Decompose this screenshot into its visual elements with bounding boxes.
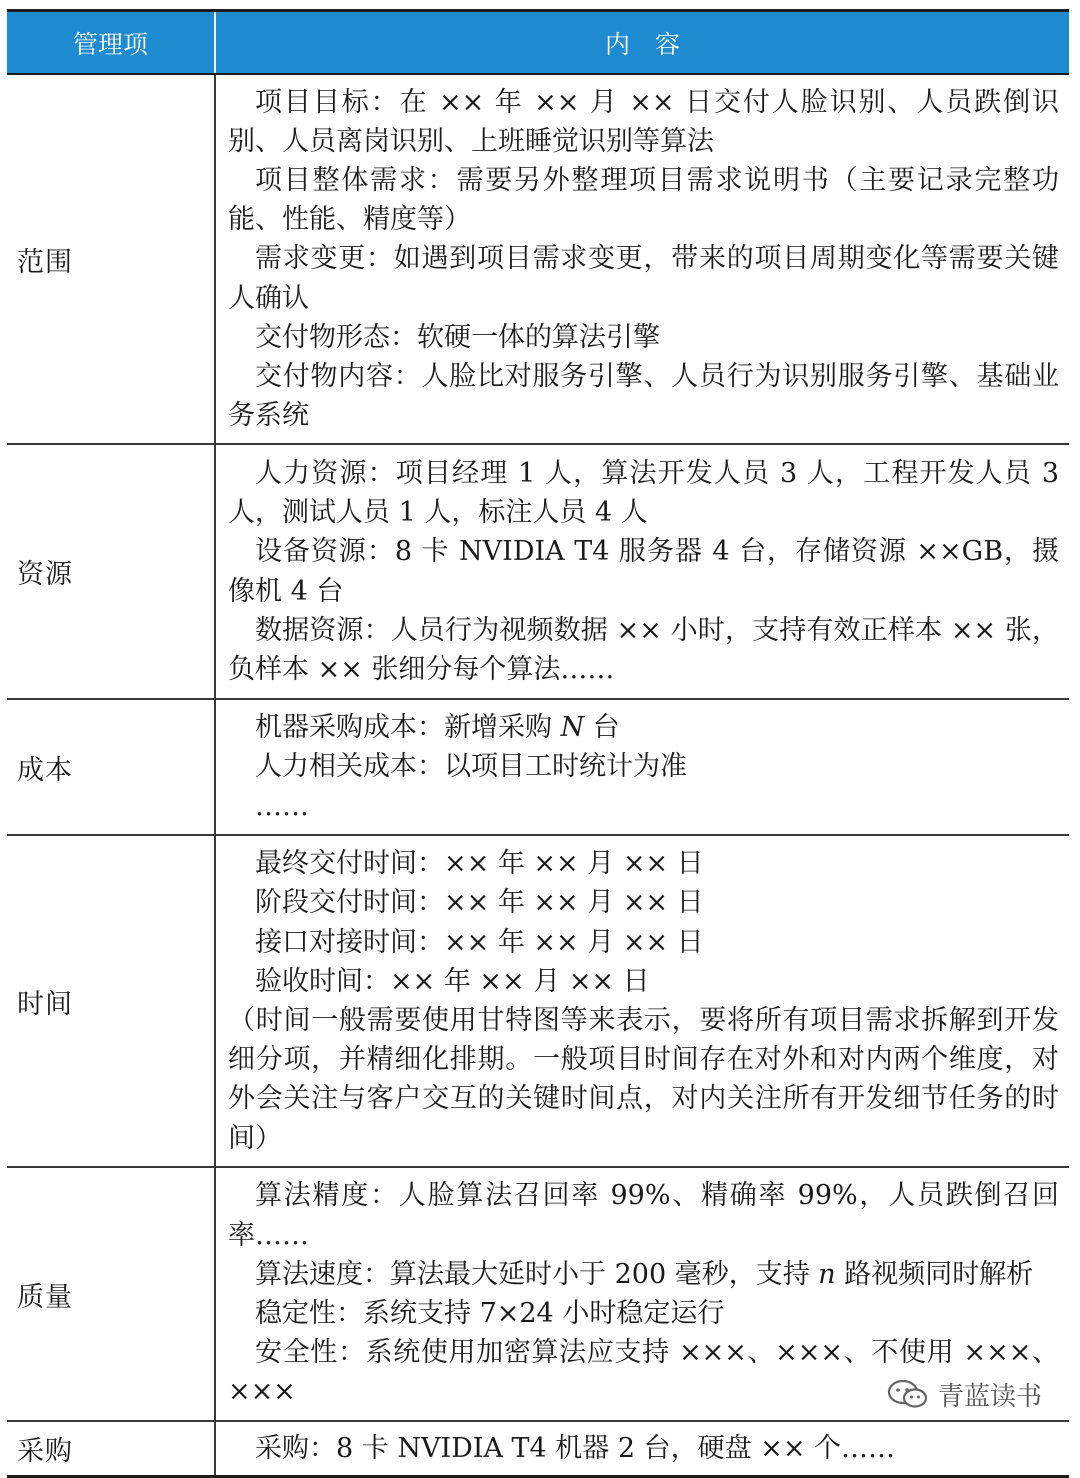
- table-row-cost: [7, 699, 1069, 835]
- content-paragraph: 交付物内容：人脸比对服务引擎、人员行为识别服务引擎、基础业务系统: [228, 361, 1059, 432]
- content-cell: [215, 835, 1069, 1167]
- table-row-scope: [7, 74, 1069, 444]
- category-cell: 时间: [7, 835, 215, 1167]
- management-table: [7, 9, 1069, 1478]
- content-paragraph: [228, 708, 1059, 747]
- table-row-purchase: [7, 1421, 1069, 1477]
- content-cell: [215, 444, 1069, 699]
- content-paragraph: 最终交付时间：×× 年 ×× 月 ×× 日: [255, 848, 704, 880]
- variable-text: n: [818, 1258, 836, 1290]
- content-paragraph: [228, 1255, 1059, 1294]
- table-row-resources: [7, 444, 1069, 699]
- content-paragraph: 设备资源：8 卡 NVIDIA T4 服务器 4 台，存储资源 ××GB，摄像机 4 台: [228, 536, 1059, 607]
- content-paragraph: 稳定性：系统支持 7×24 小时稳定运行: [255, 1298, 725, 1329]
- content-cell: [215, 1421, 1069, 1477]
- content-paragraph: 数据资源：人员行为视频数据 ×× 小时，支持有效正样本 ×× 张，负样本 ×× 张细分每个算法……: [228, 614, 1059, 685]
- text-segment: 算法速度：算法最大延时小于 200 毫秒，支持: [255, 1258, 819, 1290]
- content-paragraph: 阶段交付时间：×× 年 ×× 月 ×× 日: [255, 887, 704, 919]
- text-segment: 路视频同时解析: [835, 1258, 1034, 1290]
- content-paragraph: 人力相关成本：以项目工时统计为准: [255, 751, 687, 783]
- header-content: 内 容: [215, 11, 1069, 75]
- category-cell: 质量: [7, 1167, 215, 1421]
- category-cell: 资源: [7, 444, 215, 699]
- table-header-row: [7, 11, 1069, 75]
- content-paragraph: 验收时间：×× 年 ×× 月 ×× 日: [255, 965, 650, 997]
- header-management-item: 管理项: [7, 11, 215, 75]
- content-paragraph: 项目整体需求：需要另外整理项目需求说明书（主要记录完整功能、性能、精度等）: [228, 164, 1059, 236]
- category-cell: 范围: [7, 74, 215, 444]
- content-paragraph: 采购：8 卡 NVIDIA T4 机器 2 台，硬盘 ×× 个……: [255, 1432, 896, 1464]
- content-paragraph: ……: [255, 790, 309, 822]
- category-cell: 采购: [7, 1421, 215, 1477]
- text-segment: 机器采购成本：新增采购: [255, 712, 561, 744]
- variable-text: N: [560, 712, 585, 744]
- content-paragraph: 算法精度：人脸算法召回率 99%、精确率 99%，人员跌倒召回率……: [228, 1180, 1059, 1251]
- category-cell: 成本: [7, 699, 215, 835]
- content-paragraph: 项目目标：在 ×× 年 ×× 月 ×× 日交付人脸识别、人员跌倒识别、人员离岗识别、上班睡觉识别等算法: [228, 86, 1059, 157]
- wechat-icon: [886, 1379, 930, 1409]
- table-row-time: [7, 835, 1069, 1167]
- content-note: （时间一般需要使用甘特图等来表示，要将所有项目需求拆解到开发细分项，并精细化排期。一般项目时间存在对外和对内两个维度，对外会关注与客户交互的关键时间点，对内关注所有开发细节任务的时间）: [228, 1005, 1059, 1154]
- content-cell: [215, 699, 1069, 835]
- content-cell: [215, 74, 1069, 444]
- watermark: [880, 1376, 1048, 1412]
- watermark-text: 青蓝读书: [938, 1381, 1043, 1412]
- content-paragraph: 安全性：系统使用加密算法应支持 ×××、×××、不使用 ×××、×××: [228, 1337, 1059, 1408]
- content-paragraph: 交付物形态：软硬一体的算法引擎: [255, 321, 660, 353]
- content-paragraph: 需求变更：如遇到项目需求变更，带来的项目周期变化等需要关键人确认: [228, 243, 1059, 314]
- text-segment: 台: [584, 712, 620, 744]
- content-paragraph: 人力资源：项目经理 1 人，算法开发人员 3 人，工程开发人员 3 人，测试人员 1 人，标注人员 4 人: [228, 457, 1059, 529]
- content-paragraph: 接口对接时间：×× 年 ×× 月 ×× 日: [255, 926, 704, 958]
